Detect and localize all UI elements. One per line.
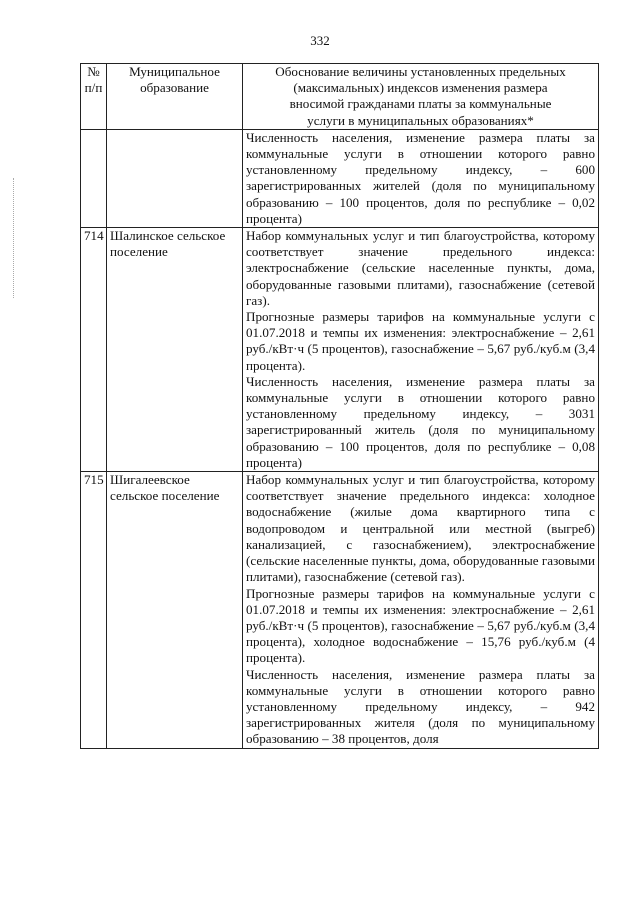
paragraph: Численность населения, изменение размера платы за коммунальные услуги в отношении которого равно установленному предельному индексу, – 3031 зарегистрированный житель (доля по муниципальному образованию – 100 процентов, доля по республике – 0,08 процента) [246,373,595,470]
table-row [81,228,599,472]
cell-justification [243,472,599,748]
paragraph: Прогнозные размеры тарифов на коммунальные услуги с 01.07.2018 и темпы их изменения: электроснабжение – 2,61 руб./кВт·ч (5 процентов), газоснабжение – 5,67 руб./куб.м (3,4 процента). [246,309,595,373]
binding-margin-marks [13,178,18,298]
table-row [81,472,599,748]
header-justification: Обоснование величины установленных предельных (максимальных) индексов изменения размера вносимой гражданами платы за коммунальные услуги в муниципальных образованиях* [243,64,599,130]
cell-municipality: Шигалеевское сельское поселение [107,472,243,748]
table-header-row [81,64,599,130]
cell-number: 715 [81,472,107,748]
paragraph: Прогнозные размеры тарифов на коммунальные услуги с 01.07.2018 и темпы их изменения: электроснабжение – 2,61 руб./кВт·ч (5 процентов), газоснабжение – 5,67 руб./куб.м (3,4 процента), холодное водоснабжение – 15,76 руб./куб.м (4 процента). [246,585,595,666]
table-row-continuation [81,129,599,227]
cell-number: 714 [81,228,107,472]
cell-municipality: Шалинское сельское поселение [107,228,243,472]
cell-justification [243,228,599,472]
header-number: № п/п [81,64,107,130]
page-number: 332 [310,33,330,48]
paragraph: Набор коммунальных услуг и тип благоустройства, которому соответствует значение предельного индекса: электроснабжение (сельские населенные пункты, дома, оборудованные газовыми плитами), газоснабжение (сетевой газ). [246,228,595,308]
header-municipality: Муниципальное образование [107,64,243,130]
cell-municipality [107,129,243,227]
paragraph: Численность населения, изменение размера платы за коммунальные услуги в отношении которого равно установленному предельному индексу, – 942 зарегистрированных жителя (доля по муниципальному образованию – 38 процентов, доля [246,666,595,747]
paragraph: Численность населения, изменение размера платы за коммунальные услуги в отношении которого равно установленному предельному индексу, – 600 зарегистрированных жителей (доля по муниципальному образованию – 100 процентов, доля по республике – 0,02 процента) [246,129,595,226]
tariff-justification-table [80,63,599,749]
paragraph: Набор коммунальных услуг и тип благоустройства, которому соответствует значение предельного индекса: холодное водоснабжение (жилые дома квартирного типа с водопроводом и центральной или местной (выгреб) канализацией, с газоснабжением), электроснабжение (сельские населенные пункты, дома, оборудованные газовыми плитами), газоснабжение (сетевой газ). [246,472,595,585]
cell-number [81,129,107,227]
cell-justification [243,129,599,227]
